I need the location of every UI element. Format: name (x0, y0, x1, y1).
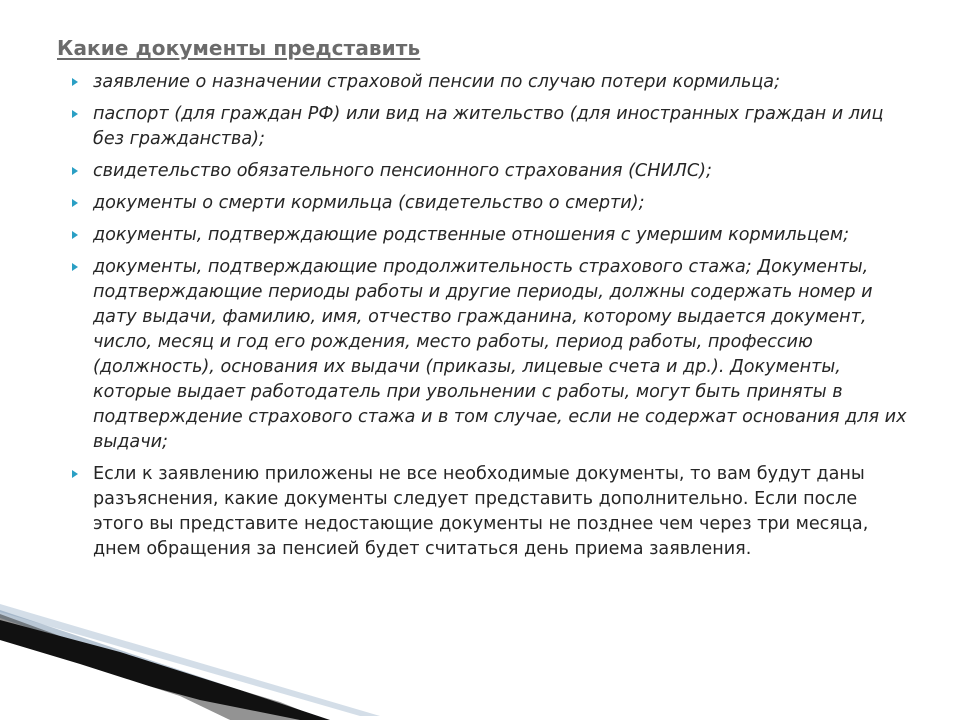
bullet-arrow-icon (72, 167, 78, 175)
list-item (72, 191, 912, 216)
slide-title: Какие документы представить (57, 36, 421, 60)
swoosh-dark (0, 620, 330, 720)
bullet-arrow-icon (72, 231, 78, 239)
list-item (72, 102, 912, 152)
list-item-text: свидетельство обязательного пенсионного страхования (СНИЛС); (93, 161, 712, 181)
list-item-text: документы о смерти кормильца (свидетельство о смерти); (93, 193, 645, 213)
list-item (72, 462, 912, 562)
swoosh-mid-stripe (0, 610, 330, 720)
bullet-arrow-icon (72, 199, 78, 207)
bullet-arrow-icon (72, 78, 78, 86)
list-item (72, 159, 912, 184)
list-item-text: документы, подтверждающие родственные отношения с умершим кормильцем; (93, 225, 850, 245)
bullet-arrow-icon (72, 470, 78, 478)
requirements-list (72, 70, 912, 569)
list-item-text: паспорт (для граждан РФ) или вид на жительство (для иностранных граждан и лиц без гражданства); (93, 104, 884, 149)
list-item (72, 70, 912, 95)
swoosh-white-fill (0, 640, 230, 720)
list-item (72, 255, 912, 455)
swoosh-shadow (0, 614, 320, 720)
list-item-text: Если к заявлению приложены не все необходимые документы, то вам будут даны разъяснения, какие документы следует представить дополнительно. Если после этого вы представите недостающие документы не позднее чем через три месяца, днем обращения за пенсией будет считаться день приема заявления. (93, 464, 869, 559)
bullet-arrow-icon (72, 263, 78, 271)
swoosh-light-stripe (0, 604, 380, 716)
list-item-text: заявление о назначении страховой пенсии по случаю потери кормильца; (93, 72, 781, 92)
list-item (72, 223, 912, 248)
bullet-arrow-icon (72, 110, 78, 118)
list-item-text: документы, подтверждающие продолжительность страхового стажа; Документы, подтверждающие периоды работы и другие периоды, должны содержать номер и дату выдачи, фамилию, имя, отчество гражданина, которому выдается документ, число, месяц и год его рождения, место работы, период работы, профессию (должность), основания их выдачи (приказы, лицевые счета и др.). Документы, которые выдает работодатель при увольнении с работы, могут быть приняты в подтверждение страхового стажа и в том случае, если не содержат основания для их выдачи; (93, 257, 907, 452)
